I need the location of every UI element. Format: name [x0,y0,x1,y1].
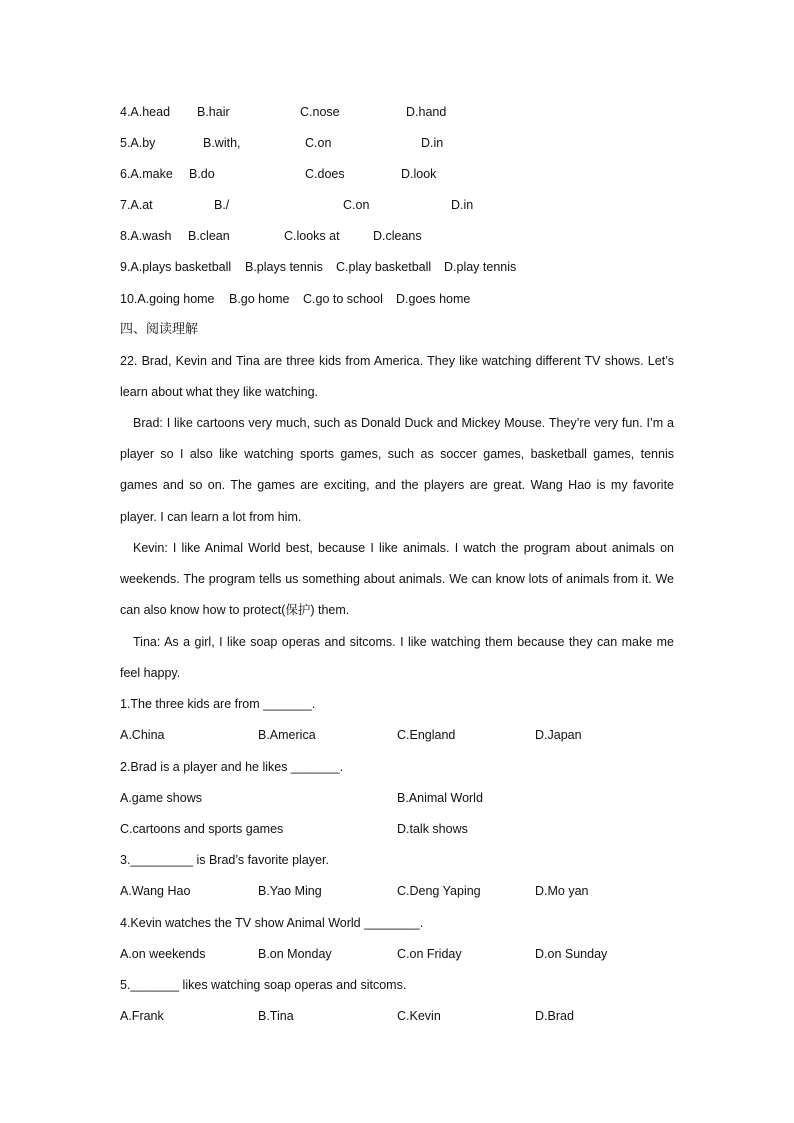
option-d: D.cleans [373,229,422,243]
option-d: D.play tennis [444,260,517,274]
section-title: 四、阅读理解 [120,322,199,337]
option-a: 10.A.going home [120,292,215,306]
option-a: 5.A.by [120,136,156,150]
option-c: C.Deng Yaping [397,884,481,898]
option-b: B./ [214,198,230,212]
option-c: C.nose [300,105,340,119]
question-stem: 5._______ likes watching soap operas and sitcoms. [120,978,407,992]
option-d: D.goes home [396,292,471,306]
option-a: 6.A.make [120,167,173,181]
option-a: A.game shows [120,791,202,805]
option-c: C.play basketball [336,260,432,274]
option-c: C.Kevin [397,1009,441,1023]
passage-paragraph: Tina: As a girl, I like soap operas and sitcoms. I like watching them because they can make me feel happy. [120,635,674,681]
option-a: 9.A.plays basketball [120,260,232,274]
option-c: C.go to school [303,292,383,306]
option-c: C.cartoons and sports games [120,822,284,836]
option-d: D.Mo yan [535,884,589,898]
option-d: D.Brad [535,1009,574,1023]
option-b: B.hair [197,105,230,119]
passage-brad [120,408,674,533]
question-stem: 3._________ is Brad’s favorite player. [120,853,329,867]
option-d: D.on Sunday [535,947,608,961]
option-a: A.Frank [120,1009,164,1023]
option-a: A.China [120,728,165,742]
option-d: D.in [421,136,444,150]
option-c: C.on [305,136,332,150]
option-b: B.clean [188,229,230,243]
option-b: B.America [258,728,316,742]
question-stem: 4.Kevin watches the TV show Animal World ________. [120,916,424,930]
option-a: 4.A.head [120,105,171,119]
passage-tina [120,627,674,689]
option-b: B.plays tennis [245,260,323,274]
passage-intro: 22. Brad, Kevin and Tina are three kids from America. They like watching different TV shows. Let’s learn about what they like watching. [120,354,674,400]
option-a: 7.A.at [120,198,153,212]
passage-paragraph: Kevin: I like Animal World best, because I like animals. I watch the program about animals on weekends. The program tells us something about animals. We can know lots of animals from it. We can also know how to protect(保护) them. [120,541,674,618]
option-c: C.England [397,728,456,742]
option-b: B.go home [229,292,290,306]
passage-paragraph: Brad: I like cartoons very much, such as Donald Duck and Mickey Mouse. They’re very fun. I’m a player so I also like watching sports games, such as soccer games, basketball games, tennis games and so on. The games are exciting, and the players are great. Wang Hao is my favorite player. I can learn a lot from him. [120,416,674,524]
option-d: D.Japan [535,728,582,742]
option-d: D.hand [406,105,447,119]
question-stem: 1.The three kids are from _______. [120,697,316,711]
option-b: B.Tina [258,1009,294,1023]
option-a: A.on weekends [120,947,206,961]
option-b: B.with, [203,136,241,150]
option-c: C.looks at [284,229,340,243]
question-stem: 2.Brad is a player and he likes _______. [120,760,344,774]
option-d: D.look [401,167,437,181]
option-c: C.on [343,198,370,212]
option-a: 8.A.wash [120,229,172,243]
option-d: D.talk shows [397,822,468,836]
option-c: C.does [305,167,345,181]
option-b: B.do [189,167,215,181]
option-b: B.on Monday [258,947,332,961]
option-b: B.Yao Ming [258,884,322,898]
passage-kevin [120,533,674,627]
option-b: B.Animal World [397,791,483,805]
option-d: D.in [451,198,474,212]
option-c: C.on Friday [397,947,462,961]
option-a: A.Wang Hao [120,884,191,898]
